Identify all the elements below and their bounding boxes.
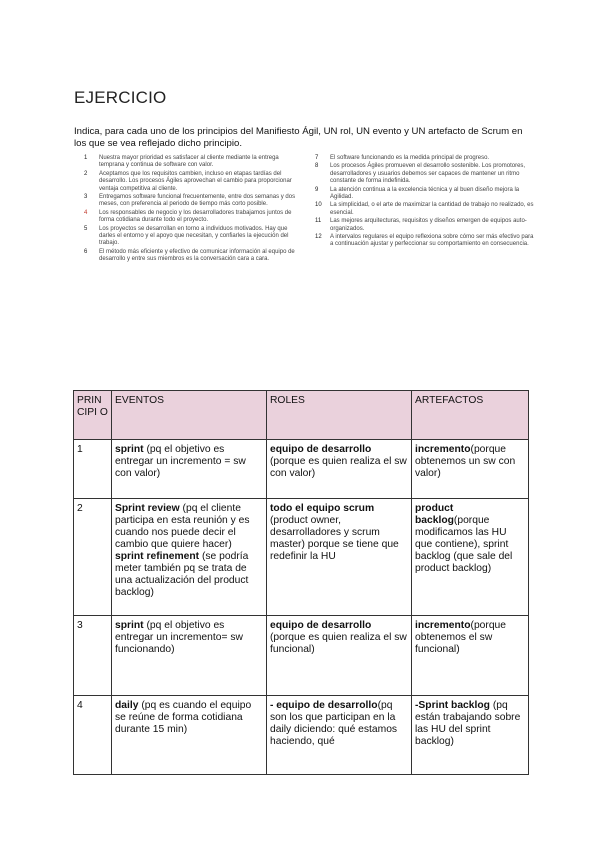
cell-artefactos [412, 696, 529, 775]
cell-eventos [112, 440, 267, 499]
principle-item [84, 155, 303, 170]
term: incremento [415, 620, 471, 631]
principle-text: El método más eficiente y efectivo de comunicar información al equipo de desarrollo y entre sus miembros es la conversación cara a cara. [99, 248, 295, 263]
principle-number: 11 [315, 218, 322, 225]
principle-text: La simplicidad, o el arte de maximizar la cantidad de trabajo no realizado, es esencial. [330, 202, 534, 216]
principles-column-left [84, 155, 303, 265]
principle-text: Nuestra mayor prioridad es satisfacer al cliente mediante la entrega temprana y continua de software con valor. [99, 155, 279, 169]
term: equipo de desarrollo [270, 620, 372, 631]
cell-entry [415, 620, 525, 656]
cell-entry [270, 620, 408, 656]
principle-number: 4 [84, 209, 88, 216]
explanation: (pq están trabajando sobre las HU del sprint backlog) [415, 700, 521, 747]
principle-number: 5 [84, 225, 88, 232]
explanation: (porque obtenemos el sw funcional) [415, 620, 507, 655]
cell-entry [415, 444, 525, 480]
page-title: EJERCICIO [74, 88, 167, 107]
table-row [74, 499, 529, 616]
cell-roles [267, 696, 412, 775]
cell-entry [115, 444, 263, 480]
principle-item [84, 194, 303, 209]
term: equipo de desarrollo [270, 444, 372, 455]
explanation: (porque es quien realiza el sw funcional) [270, 632, 407, 655]
agile-principles-list [84, 155, 534, 265]
header-roles: ROLES [267, 391, 412, 440]
term: product backlog [415, 503, 454, 526]
principle-text: Los procesos Ágiles promueven el desarrollo sostenible. Los promotores, desarrolladores y usuarios debemos ser capaces de mantener un ritmo constante de forma indefinida. [330, 163, 526, 185]
cell-principio: 1 [74, 440, 112, 499]
header-artefactos: ARTEFACTOS [412, 391, 529, 440]
principle-text: Aceptamos que los requisitos cambien, incluso en etapas tardías del desarrollo. Los procesos Ágiles aprovechan el cambio para proporcionar ventaja competitiva al cliente. [99, 170, 292, 192]
cell-entry [115, 551, 263, 599]
principle-text: La atención continua a la excelencia técnica y al buen diseño mejora la Agilidad. [330, 186, 520, 201]
explanation: (porque obtenemos un sw con valor) [415, 444, 516, 479]
term: - equipo de desarrollo [270, 700, 378, 711]
header-eventos: EVENTOS [112, 391, 267, 440]
principle-text: Entregamos software funcional frecuentemente, entre dos semanas y dos meses, con preferencia al periodo de tiempo más corto posible. [99, 194, 296, 208]
table-header-row [74, 391, 529, 440]
header-principio: PRIN CIPI O [74, 391, 112, 440]
term: sprint [115, 444, 144, 455]
principle-item [315, 163, 534, 185]
cell-eventos [112, 499, 267, 616]
cell-principio: 2 [74, 499, 112, 616]
cell-entry [115, 700, 263, 736]
principle-number: 6 [84, 248, 88, 255]
cell-artefactos [412, 440, 529, 499]
principle-item [315, 234, 534, 249]
term: sprint [115, 620, 144, 631]
term: sprint refinement [115, 551, 200, 562]
cell-artefactos [412, 616, 529, 696]
principle-number: 7 [315, 155, 319, 161]
cell-eventos [112, 616, 267, 696]
principle-number: 3 [84, 194, 88, 201]
cell-entry [115, 503, 263, 551]
explanation: (product owner, desarrolladores y scrum master) porque se tiene que redefinir la HU [270, 515, 399, 562]
table-row [74, 616, 529, 696]
cell-roles [267, 499, 412, 616]
cell-entry [270, 444, 408, 480]
term: -Sprint backlog [415, 700, 490, 711]
table-row [74, 440, 529, 499]
cell-entry [415, 503, 525, 575]
term: todo el equipo scrum [270, 503, 375, 514]
explanation: (porque modificamos las HU que contiene), sprint backlog (que sale del product backlog) [415, 515, 513, 574]
cell-entry [270, 503, 408, 563]
principle-item [84, 210, 303, 225]
principle-number: 2 [84, 170, 88, 177]
cell-principio: 3 [74, 616, 112, 696]
table-row [74, 696, 529, 775]
term: Sprint review [115, 503, 180, 514]
explanation: (pq el objetivo es entregar un incremento= sw funcionando) [115, 620, 243, 655]
cell-entry [270, 700, 408, 748]
principle-text: A intervalos regulares el equipo reflexiona sobre cómo ser más efectivo para a continuación ajustar y perfeccionar su comportamiento en consecuencia. [330, 234, 534, 248]
explanation: (se podría meter también pq se trata de una actualización del product backlog) [115, 551, 249, 598]
explanation: (pq son los que participan en la daily diciendo: qué estamos haciendo, qué [270, 700, 398, 747]
principle-item [84, 249, 303, 264]
scrum-mapping-table [73, 390, 529, 775]
principle-number: 9 [315, 186, 319, 193]
explanation: (pq el cliente participa en esta reunión y es cuando nos puede decir el cambio que quiere hacer) [115, 503, 250, 550]
explanation: (porque es quien realiza el sw con valor) [270, 456, 407, 479]
principle-text: Los responsables de negocio y los desarrolladores trabajamos juntos de forma cotidiana durante todo el proyecto. [99, 209, 292, 224]
principle-item [315, 155, 534, 162]
term: incremento [415, 444, 471, 455]
principle-text: Las mejores arquitecturas, requisitos y diseños emergen de equipos auto-organizados. [330, 218, 527, 232]
cell-eventos [112, 696, 267, 775]
principle-item [315, 202, 534, 217]
principle-item [84, 226, 303, 248]
principle-number: 12 [315, 234, 322, 241]
cell-entry [415, 700, 525, 748]
cell-artefactos [412, 499, 529, 616]
term: daily [115, 700, 139, 711]
principle-text: Los proyectos se desarrollan en torno a individuos motivados. Hay que darles el entorno y el apoyo que necesitan, y confiarles la ejecución del trabajo. [99, 225, 289, 247]
cell-entry [115, 620, 263, 656]
principle-number: 1 [84, 155, 88, 161]
principle-number: 10 [315, 202, 322, 209]
principle-item [84, 171, 303, 193]
cell-roles [267, 440, 412, 499]
principle-text: El software funcionando es la medida principal de progreso. [330, 155, 490, 161]
principle-item [315, 187, 534, 202]
explanation: (pq es cuando el equipo se reúne de forma cotidiana durante 15 min) [115, 700, 252, 735]
principles-column-right [315, 155, 534, 265]
principle-item [315, 218, 534, 233]
cell-roles [267, 616, 412, 696]
principle-number: 8 [315, 163, 319, 170]
explanation: (pq el objetivo es entregar un incremento = sw con valor) [115, 444, 246, 479]
instructions: Indica, para cada uno de los principios del Manifiesto Ágil, UN rol, UN evento y UN artefacto de Scrum en los que se vea reflejado dicho principio. [74, 126, 523, 149]
cell-principio: 4 [74, 696, 112, 775]
